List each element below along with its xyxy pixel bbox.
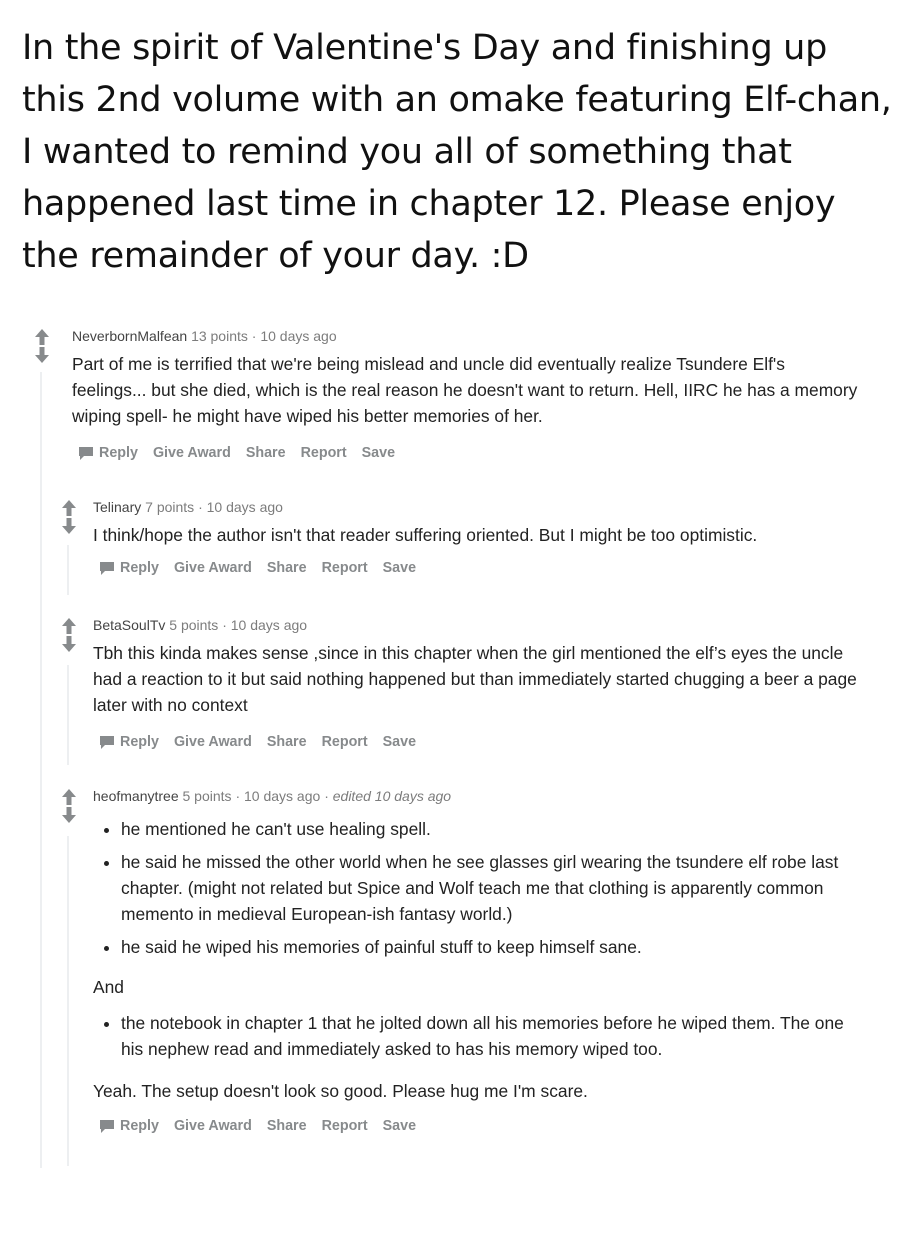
reply-button[interactable] [78,443,138,463]
comment-paragraph: And [93,977,124,997]
comment-points: 5 points [182,788,232,804]
comment-actions [99,1116,872,1136]
thread-line[interactable] [67,665,69,765]
comment-actions [99,558,872,578]
comment-body [93,640,871,718]
report-button[interactable]: Report [300,445,347,461]
give-award-button[interactable]: Give Award [173,734,252,750]
save-button[interactable]: Save [382,1118,417,1134]
comment-time[interactable]: 10 days ago [230,617,308,633]
comment-body [93,816,868,1104]
comment-meta [93,615,872,635]
reply-button[interactable] [99,558,159,578]
share-button[interactable]: Share [245,445,286,461]
vote-buttons [59,788,79,824]
comment-meta [93,497,872,517]
reply-label: Reply [99,445,138,461]
reply-button[interactable] [99,1116,159,1136]
reply-label: Reply [120,1118,159,1134]
share-button[interactable]: Share [266,734,307,750]
list-item: • the notebook in chapter 1 that he jolted down all his memories before he wiped them. The one his nephew read and immediately asked to has his memory wiped too. [121,1010,868,1062]
comment-author[interactable]: heofmanytree [93,788,179,804]
comment-text: I think/hope the author isn't that reader suffering oriented. But I might be too optimistic. [93,525,758,545]
comment-body [72,351,862,429]
comment-body [93,522,868,548]
vote-buttons [32,328,52,364]
comment-text: Part of me is terrified that we're being mislead and uncle did eventually realize Tsundere Elf's feelings... but she died, which is the real reason he doesn't want to return. Hell, IIRC he has a memory wiping spell- he might have wiped his better memories of her. [72,354,858,426]
reply-label: Reply [120,560,159,576]
comment-time[interactable]: 10 days ago [206,499,283,515]
thread-line[interactable] [67,836,69,1166]
share-button[interactable]: Share [266,560,307,576]
comment-actions [78,443,872,463]
meta-separator: · [235,788,241,804]
comment-author[interactable]: NeverbornMalfean [72,328,188,344]
vote-buttons [59,499,79,535]
comment-paragraph: Yeah. The setup doesn't look so good. Please hug me I'm scare. [93,1081,588,1101]
upvote-arrow-icon[interactable] [34,328,50,346]
comment-time[interactable]: 10 days ago [260,328,337,344]
save-button[interactable]: Save [361,445,396,461]
comment-bubble-icon [99,734,115,750]
comment-points: 13 points [191,328,248,344]
vote-buttons [59,617,79,653]
comment-points: 5 points [169,617,219,633]
meta-separator: · [251,328,257,344]
reply-button[interactable] [99,732,159,752]
thread-line[interactable] [67,545,69,595]
thread-line[interactable] [40,372,42,1168]
save-button[interactable]: Save [382,560,417,576]
comment-author[interactable]: Telinary [93,499,142,515]
give-award-button[interactable]: Give Award [173,560,252,576]
upvote-arrow-icon[interactable] [61,788,77,806]
comment-points: 7 points [145,499,195,515]
intro-caption: In the spirit of Valentine's Day and finishing up this 2nd volume with an omake featuring Elf-chan, I wanted to remind you all of something that happened last time in chapter 12. Please enjoy the remainder of your day. :D [22,28,892,276]
bullet-list [93,1010,868,1062]
comment-meta [93,786,872,806]
comment-bubble-icon [99,560,115,576]
reply-label: Reply [120,734,159,750]
comment-bubble-icon [99,1118,115,1134]
meta-separator: · [222,617,227,633]
upvote-arrow-icon[interactable] [61,499,77,517]
bullet-list [93,816,868,960]
meta-separator: · [198,499,203,515]
give-award-button[interactable]: Give Award [152,445,231,461]
meta-separator: · [324,788,329,804]
downvote-arrow-icon[interactable] [61,517,77,535]
give-award-button[interactable]: Give Award [173,1118,252,1134]
save-button[interactable]: Save [382,734,417,750]
comment-text: Tbh this kinda makes sense ,since in this chapter when the girl mentioned the elf’s eyes the uncle had a reaction to it but said nothing happened but than immediately started chugging a beer a page later with no context [93,643,857,715]
comment-meta [72,326,872,346]
downvote-arrow-icon[interactable] [61,806,77,824]
comment-author[interactable]: BetaSoulTv [93,617,166,633]
share-button[interactable]: Share [266,1118,307,1134]
comment-bubble-icon [78,445,94,461]
downvote-arrow-icon[interactable] [61,635,77,653]
edited-label: edited 10 days ago [332,788,452,804]
upvote-arrow-icon[interactable] [61,617,77,635]
list-item: • he mentioned he can't use healing spell. [121,816,868,842]
report-button[interactable]: Report [321,734,368,750]
list-item: • he said he wiped his memories of painful stuff to keep himself sane. [121,934,868,960]
comment-actions [99,732,872,752]
list-item: • he said he missed the other world when he see glasses girl wearing the tsundere elf robe last chapter. (might not related but Spice and Wolf teach me that clothing is apparently common memento in medieval European-ish fantasy world.) [121,849,868,927]
comment-time[interactable]: 10 days ago [244,788,321,804]
downvote-arrow-icon[interactable] [34,346,50,364]
report-button[interactable]: Report [321,1118,368,1134]
report-button[interactable]: Report [321,560,368,576]
